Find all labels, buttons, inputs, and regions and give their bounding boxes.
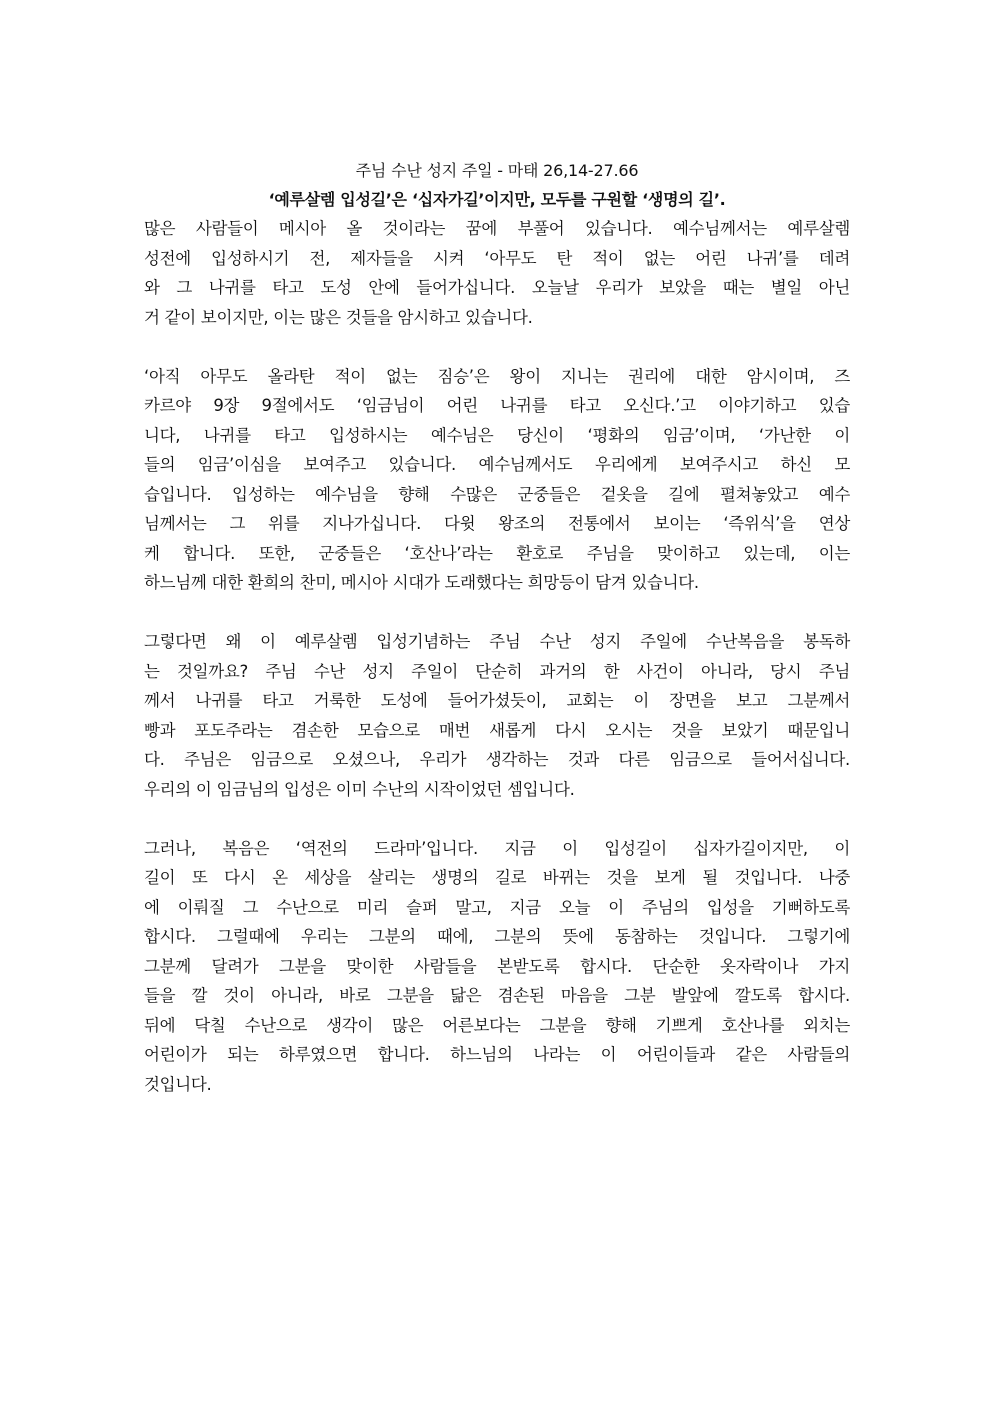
text-line: 님께서는 그 위를 지나가십니다. 다윗 왕조의 전통에서 보이는 ‘즉위식’을 연상 xyxy=(144,514,850,533)
text-line: 우리의 이 임금님의 입성은 이미 수난의 시작이었던 셈입니다. xyxy=(144,779,575,799)
text-line: 니다, 나귀를 타고 입성하시는 예수님은 당신이 ‘평화의 임금’이며, ‘가난한 이 xyxy=(144,425,850,445)
text-line: 것입니다. xyxy=(144,1074,212,1094)
paragraph xyxy=(144,362,850,598)
text-line: 뒤에 닥칠 수난으로 생각이 많은 어른보다는 그분을 향해 기쁘게 호산나를 외치는 xyxy=(144,1015,850,1035)
text-line: 들을 깔 것이 아니라, 바로 그분을 닮은 겸손된 마음을 그분 발앞에 깔도록 합시다. xyxy=(144,986,850,1005)
text-line: 그러나, 복음은 ‘역전의 드라마’입니다. 지금 이 입성길이 십자가길이지만, 이 xyxy=(144,838,850,858)
text-line: 습입니다. 입성하는 예수님을 향해 수많은 군중들은 겉옷을 길에 펼쳐놓았고 예수 xyxy=(144,484,850,504)
text-line: 그렇다면 왜 이 예루살렘 입성기념하는 주님 수난 성지 주일에 수난복음을 봉독하 xyxy=(144,632,850,651)
paragraph xyxy=(144,834,850,1100)
text-line: 그분께 달려가 그분을 맞이한 사람들을 본받도록 합시다. 단순한 옷자락이나 가지 xyxy=(144,956,850,976)
text-line: 께서 나귀를 타고 거룩한 도성에 들어가셨듯이, 교회는 이 장면을 보고 그분께서 xyxy=(144,691,850,710)
paragraph xyxy=(144,627,850,804)
document-subtitle: ‘예루살렘 입성길’은 ‘십자가길’이지만, 모두를 구원할 ‘생명의 길’. xyxy=(268,190,726,209)
text-line: 합시다. 그럴때에 우리는 그분의 때에, 그분의 뜻에 동참하는 것입니다. 그렇기에 xyxy=(144,927,850,946)
text-line: 에 이뤄질 그 수난으로 미리 슬퍼 말고, 지금 오늘 이 주님의 입성을 기뻐하도록 xyxy=(144,897,850,917)
text-line: 카르야 9장 9절에서도 ‘임금님이 어린 나귀를 타고 오신다.’고 이야기하고 있습 xyxy=(144,396,850,415)
text-line: 는 것일까요? 주님 수난 성지 주일이 단순히 과거의 한 사건이 아니라, 당시 주님 xyxy=(144,661,850,681)
paragraph-spacer xyxy=(144,804,850,834)
text-line: 어린이가 되는 하루였으면 합니다. 하느님의 나라는 이 어린이들과 같은 사람들의 xyxy=(144,1045,850,1064)
paragraph-spacer xyxy=(144,332,850,362)
text-line: 와 그 나귀를 타고 도성 안에 들어가십니다. 오늘날 우리가 보았을 때는 별일 아닌 xyxy=(144,278,850,297)
text-line: 케 합니다. 또한, 군중들은 ‘호산나’라는 환호로 주님을 맞이하고 있는데, 이는 xyxy=(144,543,850,563)
document-body xyxy=(144,214,850,1099)
text-line: 하느님께 대한 환희의 찬미, 메시아 시대가 도래했다는 희망등이 담겨 있습니다. xyxy=(144,573,699,592)
text-line: 성전에 입성하시기 전, 제자들을 시켜 ‘아무도 탄 적이 없는 어린 나귀’를 데려 xyxy=(144,248,850,268)
document-title: 주님 수난 성지 주일 - 마태 26,14-27.66 xyxy=(355,161,639,180)
text-line: 많은 사람들이 메시아 올 것이라는 꿈에 부풀어 있습니다. 예수님께서는 예루살렘 xyxy=(144,219,850,238)
paragraph xyxy=(144,214,850,332)
document-page xyxy=(144,156,850,1099)
paragraph-spacer xyxy=(144,598,850,628)
text-line: 들의 임금’이심을 보여주고 있습니다. 예수님께서도 우리에게 보여주시고 하신 모 xyxy=(144,455,850,474)
text-line: 다. 주님은 임금으로 오셨으나, 우리가 생각하는 것과 다른 임금으로 들어서십니다. xyxy=(144,750,850,769)
text-line: 빵과 포도주라는 겸손한 모습으로 매번 새롭게 다시 오시는 것을 보았기 때문입니 xyxy=(144,720,850,740)
text-line: 거 같이 보이지만, 이는 많은 것들을 암시하고 있습니다. xyxy=(144,307,533,327)
text-line: ‘아직 아무도 올라탄 적이 없는 짐승’은 왕이 지니는 권리에 대한 암시이며, 즈 xyxy=(144,366,850,386)
text-line: 길이 또 다시 온 세상을 살리는 생명의 길로 바뀌는 것을 보게 될 것입니다. 나중 xyxy=(144,868,850,887)
